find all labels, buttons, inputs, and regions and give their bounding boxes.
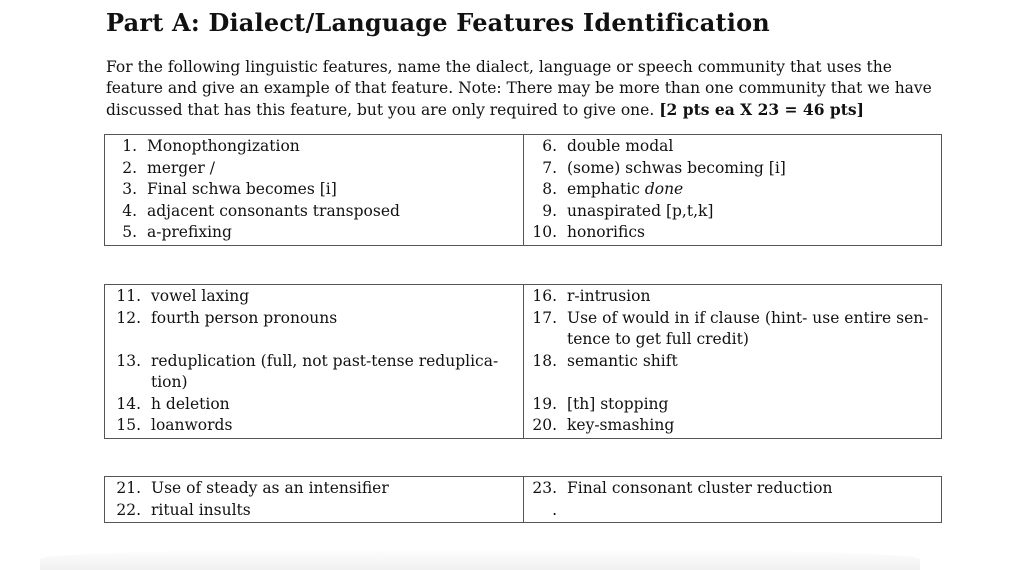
item-number: 8. <box>523 179 567 201</box>
feature-text: h deletion <box>151 394 230 413</box>
feature-text: Final schwa becomes [i] <box>147 180 337 198</box>
item-number: 14. <box>116 394 141 413</box>
item-number: 1. <box>122 137 137 155</box>
table-row <box>105 477 941 500</box>
page-title: Part A: Dialect/Language Features Identification <box>106 8 770 37</box>
feature-text: honorifics <box>567 223 645 241</box>
item-number: 6. <box>523 135 567 158</box>
item-number: 22. <box>116 500 141 519</box>
table-row <box>105 222 941 245</box>
item-number: . <box>523 500 567 523</box>
points-note: [2 pts ea X 23 = 46 pts] <box>659 100 864 119</box>
item-number: 15. <box>116 416 141 434</box>
features-table-3 <box>105 477 941 522</box>
feature-text: semantic shift <box>567 351 678 370</box>
features-table-2 <box>105 285 941 438</box>
table-row <box>105 135 941 158</box>
table-row <box>105 351 941 394</box>
item-number: 19. <box>523 394 567 416</box>
feature-text: Use of would in if clause (hint- use entire sen- tence to get full credit) <box>567 308 929 348</box>
table-row <box>105 394 941 416</box>
table-row <box>105 158 941 180</box>
feature-text <box>567 500 941 523</box>
feature-text: vowel laxing <box>151 287 250 305</box>
feature-text: unaspirated [p,t,k] <box>567 201 714 220</box>
feature-text: Use of steady as an intensifier <box>151 479 389 497</box>
feature-text: adjacent consonants transposed <box>147 201 400 220</box>
instructions-text: For the following linguistic features, name the dialect, language or speech community that uses the feature and give an example of that feature. Note: There may be more than one community that we have discussed that has this feature, but you are only required to give one. <box>106 58 932 119</box>
table-row <box>105 201 941 223</box>
instructions <box>106 57 946 121</box>
item-number: 13. <box>116 351 141 370</box>
item-number: 2. <box>122 158 137 177</box>
item-number: 16. <box>523 285 567 308</box>
item-number: 10. <box>523 222 567 245</box>
item-number: 20. <box>523 415 567 438</box>
table-row <box>105 308 941 351</box>
item-number: 21. <box>116 479 141 497</box>
feature-text: Final consonant cluster reduction <box>567 479 833 497</box>
item-number: 4. <box>122 201 137 220</box>
table-row <box>105 179 941 201</box>
features-table-1 <box>105 135 941 245</box>
feature-text: loanwords <box>151 416 233 434</box>
feature-text: reduplication (full, not past-tense reduplica- tion) <box>151 351 499 391</box>
item-number: 11. <box>116 287 141 305</box>
item-number: 12. <box>116 308 141 327</box>
feature-text: fourth person pronouns <box>151 308 338 327</box>
feature-text: [th] stopping <box>567 394 669 413</box>
item-number: 7. <box>523 158 567 180</box>
feature-text: a-prefixing <box>147 223 232 241</box>
emphasis-word: done <box>644 180 684 198</box>
item-number: 3. <box>122 180 137 198</box>
item-number: 9. <box>523 201 567 223</box>
item-number: 23. <box>523 477 567 500</box>
table-row <box>105 500 941 523</box>
feature-text: Monopthongization <box>147 137 300 155</box>
feature-text: ritual insults <box>151 500 251 519</box>
table-row <box>105 415 941 438</box>
item-number: 18. <box>523 351 567 394</box>
feature-text: merger / <box>147 158 215 177</box>
feature-text: emphatic done <box>567 180 684 198</box>
feature-text: double modal <box>567 137 674 155</box>
feature-text: r-intrusion <box>567 287 651 305</box>
feature-text: key-smashing <box>567 416 675 434</box>
table-row <box>105 285 941 308</box>
page-shadow <box>40 548 920 570</box>
item-number: 17. <box>523 308 567 351</box>
item-number: 5. <box>122 223 137 241</box>
feature-text: (some) schwas becoming [i] <box>567 158 786 177</box>
